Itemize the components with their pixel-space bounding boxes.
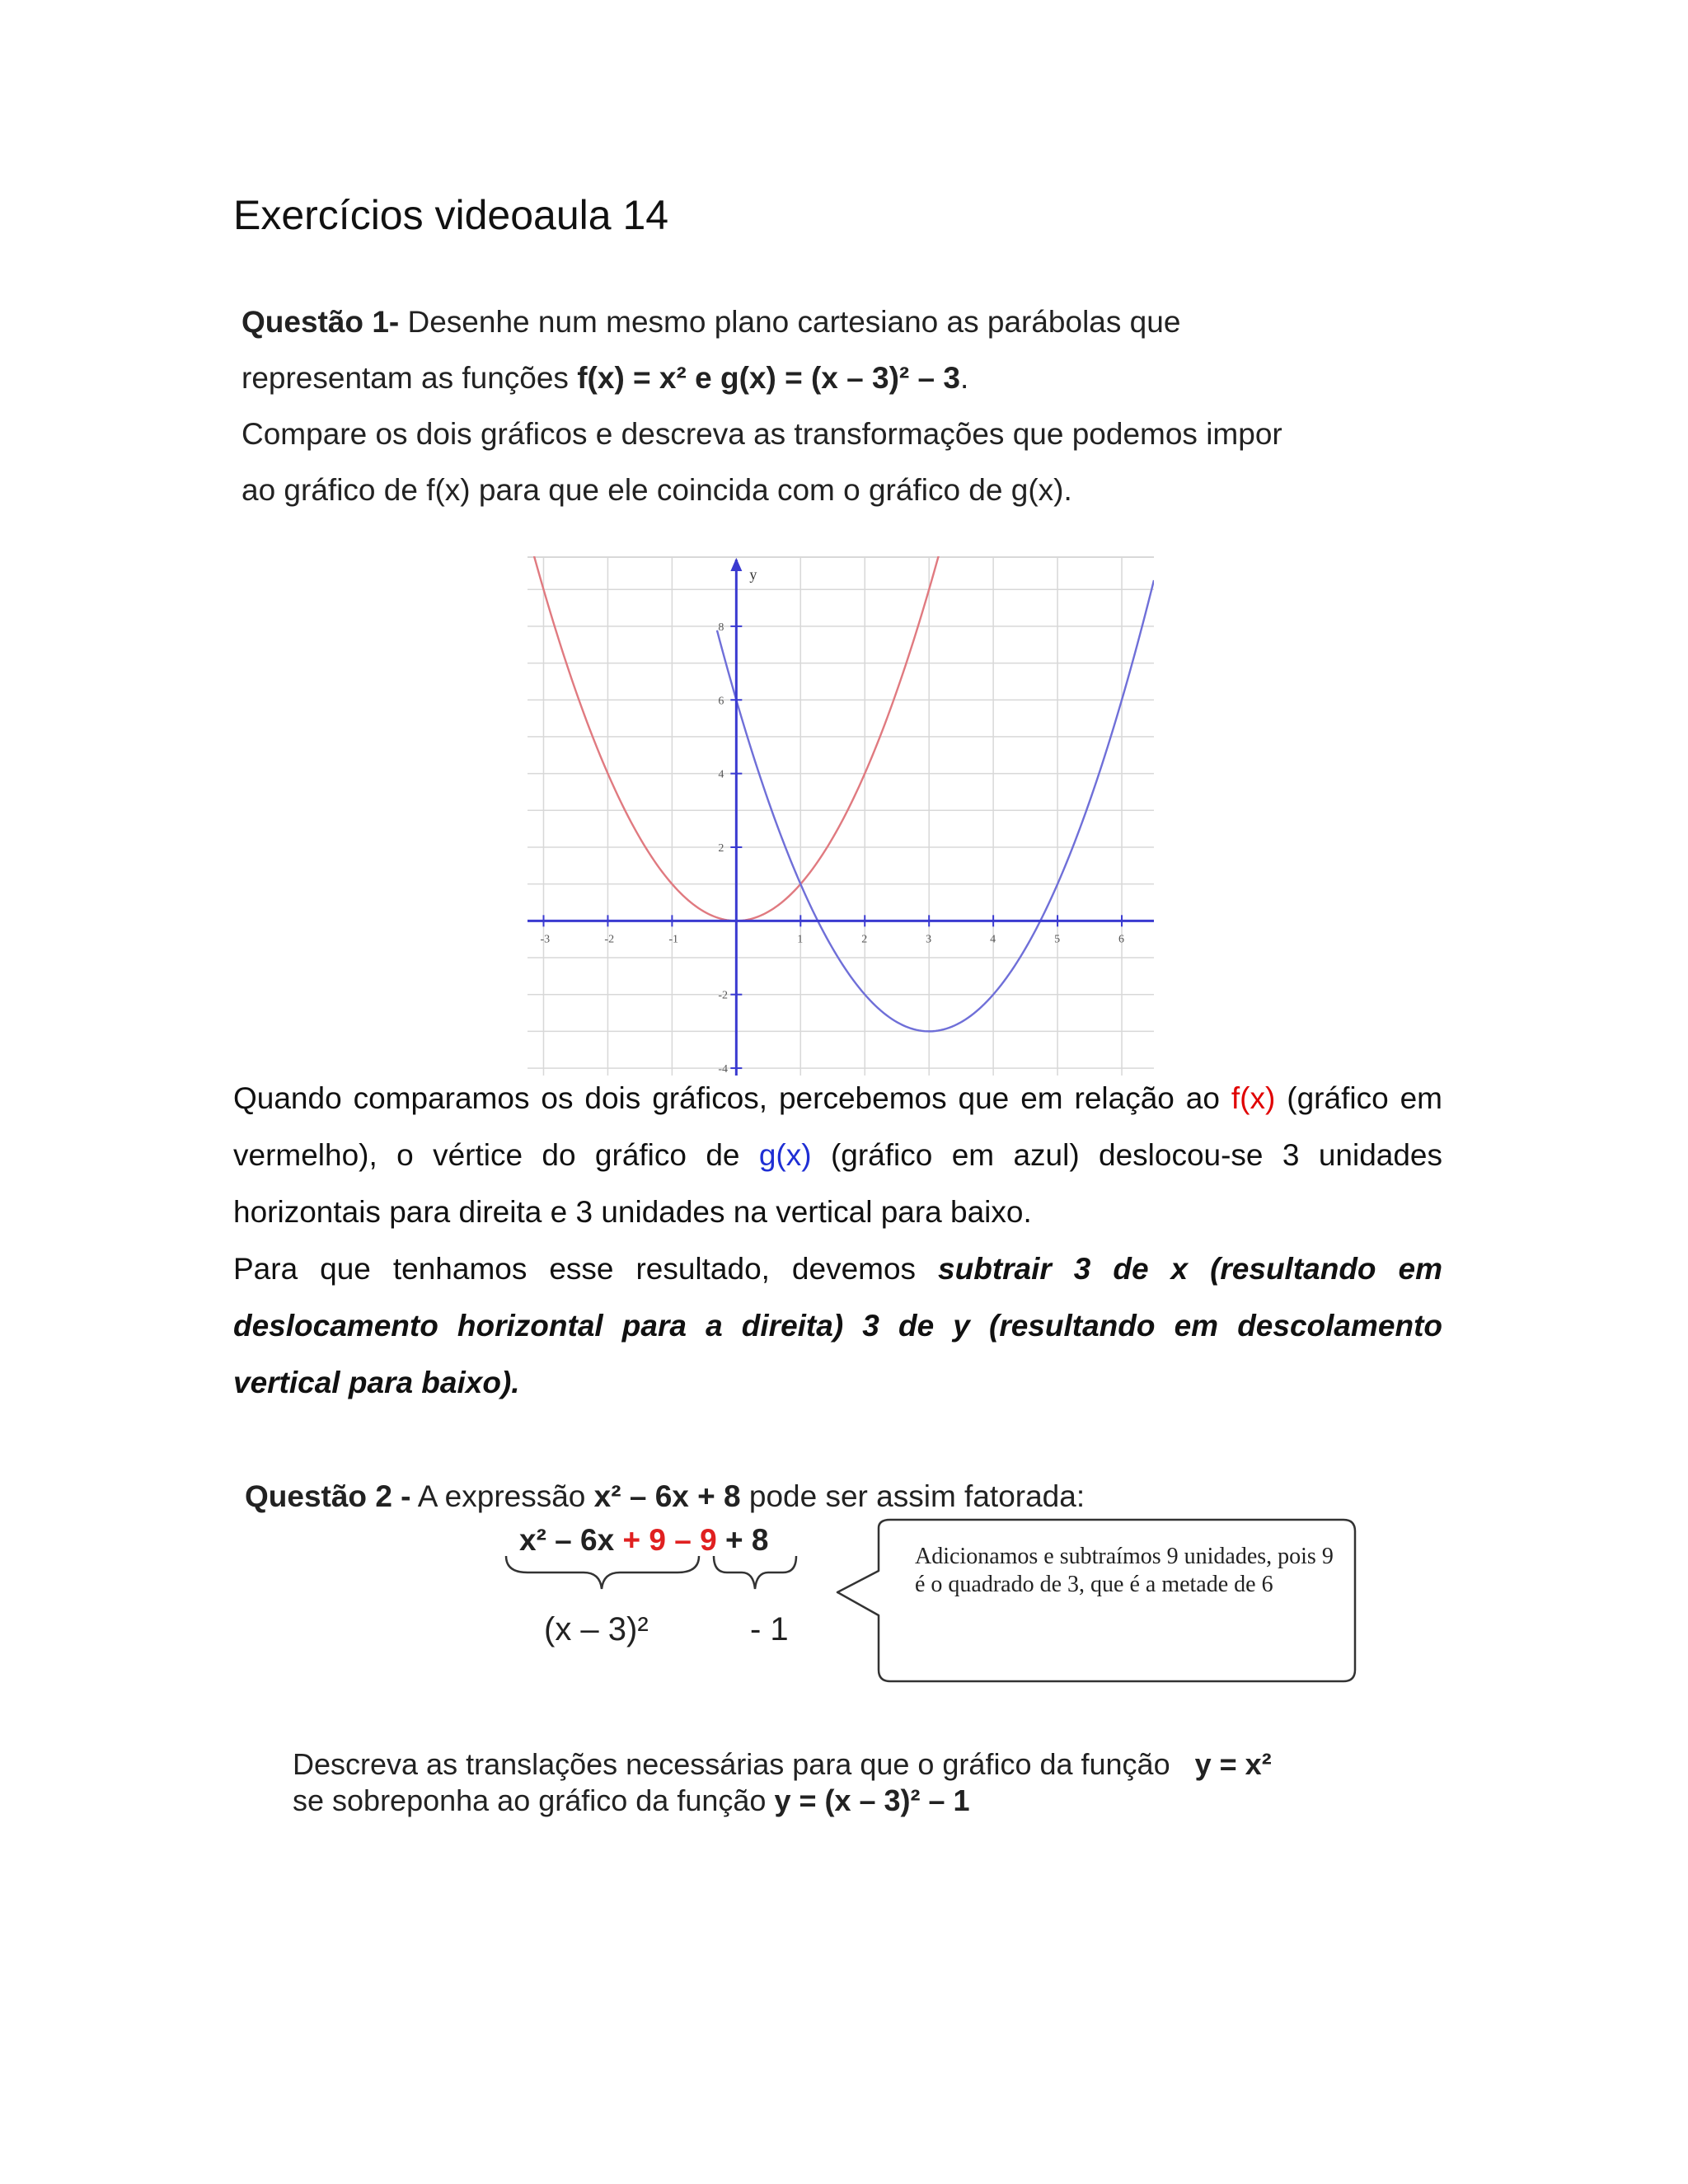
answer-text-3: (gráfico em azul) deslocou-se 3 unidades horizontais para direita e 3 unidades na vertical para baixo. <box>233 1138 1442 1229</box>
q1-line-1 <box>241 305 1180 340</box>
brace-left <box>506 1556 699 1589</box>
axes <box>528 558 1154 1076</box>
speech-bubble <box>832 1516 1360 1685</box>
result-square: (x – 3)² <box>544 1611 649 1647</box>
curves <box>528 556 1154 1031</box>
y-axis-label: y <box>749 566 757 583</box>
answer-emphasis: subtrair 3 de x (resultando em deslocamento horizontal para a direita) 3 de y (resultando em descolamento vertical para baixo). <box>233 1252 1442 1399</box>
desc-func-2: y = (x – 3)² – 1 <box>774 1783 970 1817</box>
series-fx-curve <box>528 556 942 921</box>
fx-ref: f(x) <box>1231 1081 1276 1115</box>
tick-labels <box>540 566 1124 1076</box>
y-tick-label: -4 <box>718 1063 729 1076</box>
answer-text-4: Para que tenhamos esse resultado, devemos <box>233 1252 939 1286</box>
brace-right <box>714 1556 796 1589</box>
expr-part-1: x² – 6x <box>519 1523 615 1557</box>
result-constant: - 1 <box>750 1611 789 1647</box>
expr-plus-9: + 9 <box>614 1523 666 1557</box>
q1-line-2 <box>241 361 968 396</box>
y-tick-label: -2 <box>718 989 729 1002</box>
q1-text-2: representam as funções <box>241 361 569 395</box>
desc-text-2: se sobreponha ao gráfico da função <box>293 1783 767 1817</box>
answer-text-2: (gráfico em vermelho), o vértice do gráfico de <box>233 1081 1442 1172</box>
parabola-graph <box>528 556 1154 1076</box>
q1-functions: f(x) = x² e g(x) = (x – 3)² – 3 <box>577 361 960 395</box>
brace-graphics <box>495 1549 857 1615</box>
answer-text-1: Quando comparamos os dois gráficos, percebemos que em relação ao <box>233 1081 1231 1115</box>
y-tick-label: 4 <box>718 768 724 781</box>
x-tick-label: 5 <box>1054 933 1061 946</box>
q1-text-1: Desenhe num mesmo plano cartesiano as parábolas que <box>407 305 1181 339</box>
y-tick-label: 8 <box>718 621 724 634</box>
x-tick-label: 2 <box>861 933 868 946</box>
y-tick-label: 2 <box>718 841 724 855</box>
page-title: Exercícios videoaula 14 <box>233 192 669 238</box>
y-tick-label: 6 <box>718 695 724 708</box>
q1-period: . <box>959 361 969 395</box>
desc-text-1: Descreva as translações necessárias para que o gráfico da função <box>293 1747 1170 1781</box>
q1-line-4: ao gráfico de f(x) para que ele coincida com o gráfico de g(x). <box>241 473 1072 507</box>
x-tick-label: 1 <box>797 933 804 946</box>
q2-text-a: A expressão <box>417 1479 586 1513</box>
x-tick-label: 4 <box>990 933 996 946</box>
q2-description-line-2 <box>293 1783 970 1818</box>
x-tick-label: 6 <box>1118 933 1125 946</box>
y-axis-arrow <box>730 558 742 571</box>
q2-expression: x² – 6x + 8 <box>593 1479 741 1513</box>
q1-line-3: Compare os dois gráficos e descreva as transformações que podemos impor <box>241 417 1282 451</box>
q2-description-line-1 <box>293 1747 1272 1782</box>
x-tick-label: -3 <box>540 933 551 946</box>
series-gx-curve <box>717 580 1154 1031</box>
answer-paragraph <box>233 1070 1442 1411</box>
expr-plus-8: + 8 <box>716 1523 769 1557</box>
q1-label: Questão 1- <box>241 305 400 339</box>
expr-minus-9: – 9 <box>665 1523 717 1557</box>
x-tick-label: -2 <box>604 933 615 946</box>
gx-ref: g(x) <box>758 1138 812 1172</box>
q2-heading <box>245 1479 1085 1514</box>
q2-text-b: pode ser assim fatorada: <box>748 1479 1085 1513</box>
desc-func-1: y = x² <box>1194 1747 1272 1781</box>
x-tick-label: 3 <box>926 933 932 946</box>
grid <box>528 556 1154 1076</box>
q2-label: Questão 2 - <box>245 1479 411 1513</box>
x-tick-label: -1 <box>668 933 679 946</box>
bubble-text: Adicionamos e subtraímos 9 unidades, pois 9 é o quadrado de 3, que é a metade de 6 <box>915 1544 1334 1597</box>
